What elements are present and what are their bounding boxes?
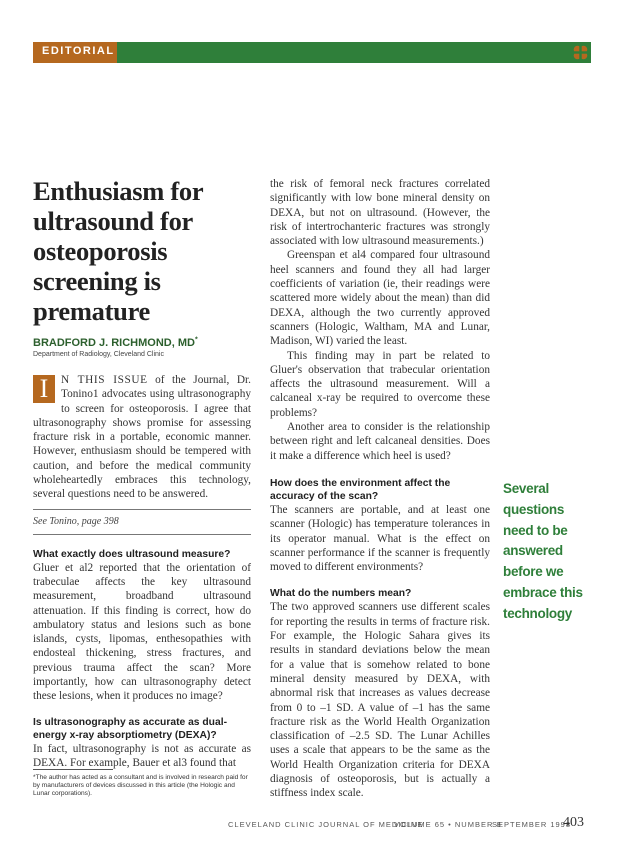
section-heading: Is ultrasonography as accurate as dual-energy x-ray absorptiometry (DEXA)? <box>33 716 227 741</box>
clover-logo-icon <box>570 42 591 63</box>
section-body <box>270 600 490 800</box>
body-paragraph: Gluer et al2 reported that the orientation of trabeculae affects the key ultrasound measurement, broadband ultrasound attenuation. If this finding is correct, how do ambulatory status and lesions such as bone islands, cysts, lipomas, enthesopathies with endosteal thickening, stress fractures, and previous trauma affect the scan? More importantly, how can ultrasonography detect these lesions, when it produces no image? <box>33 561 251 703</box>
column-right <box>270 177 490 801</box>
intro-lead: N THIS ISSUE <box>61 374 148 386</box>
intro-paragraph <box>33 373 251 502</box>
section-heading: What exactly does ultrasound measure? <box>33 548 231 560</box>
body-paragraph: In fact, ultrasonography is not as accurate as DEXA. For example, Bauer et al3 found that <box>33 742 251 769</box>
author-footnote-mark: * <box>194 336 198 344</box>
author-name-text: BRADFORD J. RICHMOND, MD <box>33 337 195 349</box>
body-paragraph: The scanners are portable, and at least one scanner (Hologic) has temperature tolerances in its operator manual. What is the effect on scanner performance if the scanner is frequently moved to different environments? <box>270 503 490 574</box>
section-tab <box>33 42 117 63</box>
section-body <box>270 503 490 574</box>
drop-cap: I <box>33 375 55 403</box>
intro-text: of the Journal, Dr. Tonino1 advocates using ultrasonography to screen for osteoporosis. I agree that ultrasonography shows promise for assessing fracture risk in a portable, economic manner. However, enthusiasm should be tempered with caution, and before the medical community wholeheartedly embraces this technology, several questions need to be answered. <box>33 374 251 501</box>
divider-rule <box>33 534 251 535</box>
journal-name: CLEVELAND CLINIC JOURNAL OF MEDICINE <box>228 820 424 829</box>
article-title: Enthusiasm for ultrasound for osteoporosis screening is premature <box>33 176 203 326</box>
column-left <box>33 373 251 770</box>
see-also-reference: See Tonino, page 398 <box>33 515 119 527</box>
section-body <box>33 561 251 704</box>
footnote-rule <box>33 769 113 770</box>
pull-quote: Several questions need to be answered before we embrace this technology <box>503 481 583 621</box>
footnote: *The author has acted as a consultant and is involved in research paid for by manufacturers of devices discussed in this article (the Hologic and Lunar corporations). <box>33 774 248 797</box>
volume-number: VOLUME 65 • NUMBER 8 <box>394 820 502 829</box>
section-body <box>33 742 251 771</box>
body-paragraph: This finding may in part be related to Gluer's observation that trabecular orientation affects the ultrasound measurement. Will a calcaneal x-ray be required to overcome these problems? <box>270 349 490 419</box>
body-paragraph: Another area to consider is the relationship between right and left calcaneal densities. Does it make a difference which heel is used? <box>270 421 490 462</box>
section-heading: What do the numbers mean? <box>270 588 412 600</box>
section-heading: How does the environment affect the accuracy of the scan? <box>270 477 451 502</box>
page-number: 403 <box>563 815 584 830</box>
body-paragraph: The two approved scanners use different scales for reporting the results in terms of fracture risk. For example, the Hologic Sahara gives its results in standard deviations below the mean for a value that is somehow related to bone mineral density measured by DEXA, with abnormal risk that increases as values decrease from 0 to –1 SD. A value of –1 has the same fracture risk as the World Health Organization classification of –2.5 SD. The Lunar Achilles uses a scale that appears to be the same as the World Health Organization criteria for DEXA diagnosis of osteoporosis, but is actually a stiffness index scale. <box>270 601 490 800</box>
author-affiliation: Department of Radiology, Cleveland Clinic <box>33 351 164 358</box>
continued-body <box>270 177 490 463</box>
section-label: EDITORIAL <box>42 45 115 57</box>
divider-rule <box>33 509 251 510</box>
issue-date: SEPTEMBER 1998 <box>492 820 572 829</box>
author-name <box>33 337 198 349</box>
body-paragraph: the risk of femoral neck fractures correlated significantly with low bone mineral density on DEXA, but not on ultrasound. (However, the risk of intertrochanteric fractures was strongly associated with low ultrasound measurements.) <box>270 178 490 248</box>
body-paragraph: Greenspan et al4 compared four ultrasound heel scanners and found they all had larger coefficients of variation (ie, their readings were scattered more widely about the mean) than did DEXA, although the two currently approved scanners (Hologic, Waltham, MA and Lunar, Madison, WI) varied the least. <box>270 249 490 348</box>
section-banner <box>33 42 591 63</box>
